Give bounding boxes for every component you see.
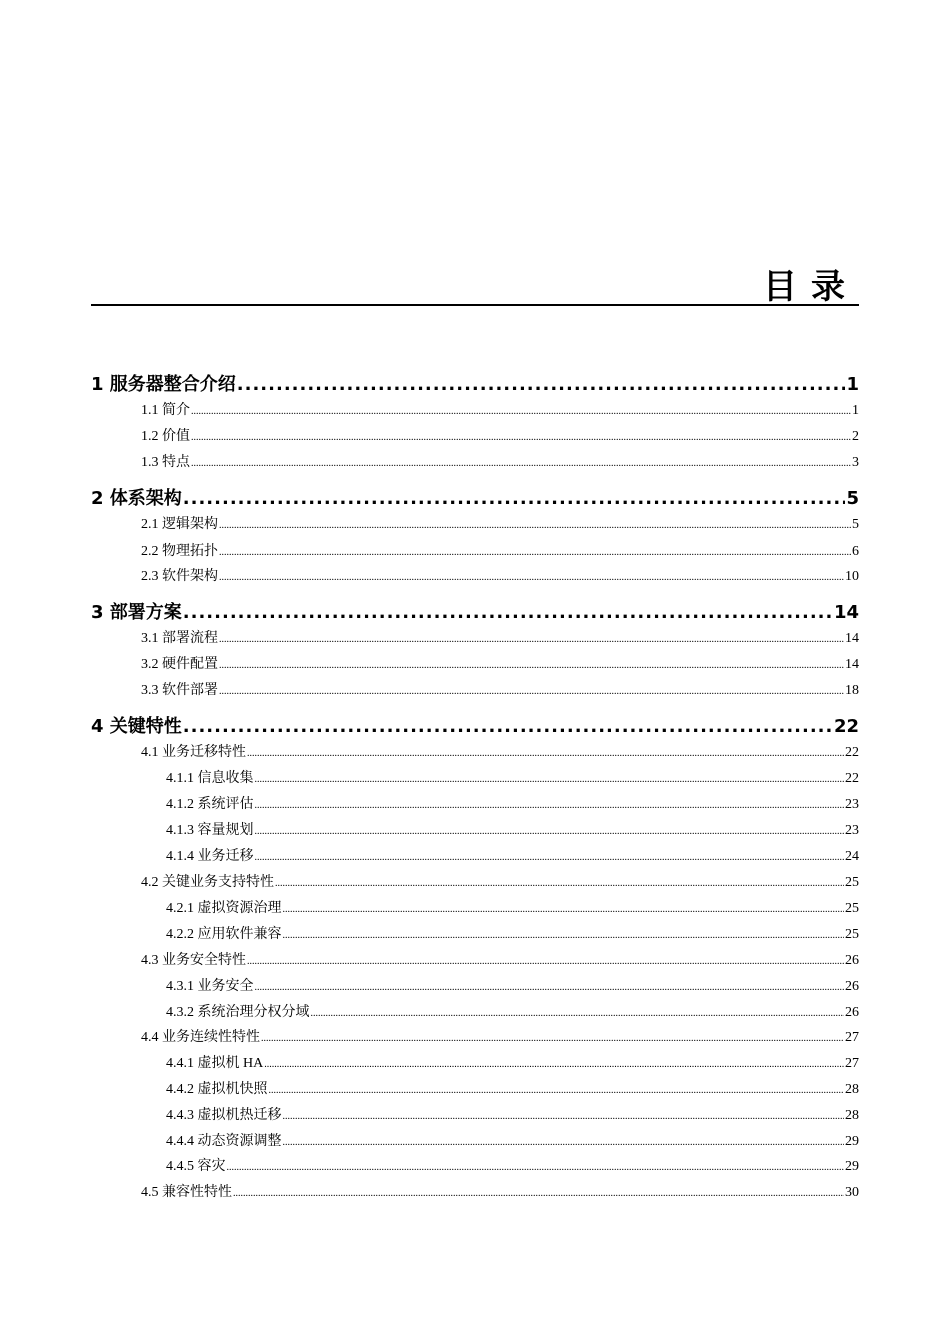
toc-page-number: 22	[845, 771, 859, 786]
toc-page-number: 6	[852, 544, 859, 559]
toc-dot-leader	[219, 543, 851, 562]
toc-page-number: 27	[845, 1056, 859, 1071]
toc-section-entry[interactable]	[141, 401, 859, 421]
toc-subsection-entry[interactable]	[166, 769, 859, 789]
toc-entry-label: 4.4.5 容灾	[166, 1159, 226, 1174]
toc-entry-label: 4.3 业务安全特性	[141, 953, 246, 968]
toc-page-number: 29	[845, 1159, 859, 1174]
toc-page-number: 24	[845, 849, 859, 864]
toc-entry-label: 4.2.2 应用软件兼容	[166, 927, 282, 942]
toc-section-entry[interactable]	[141, 629, 859, 649]
toc-chapter-entry[interactable]	[91, 372, 859, 398]
toc-dot-leader	[255, 848, 845, 867]
toc-page-number: 3	[852, 455, 859, 470]
toc-page-number: 23	[845, 797, 859, 812]
toc-entry-label: 3 部署方案	[91, 602, 182, 623]
toc-entry-label: 4.4.1 虚拟机 HA	[166, 1056, 264, 1071]
toc-dot-leader	[219, 630, 844, 649]
toc-section-entry[interactable]	[141, 1183, 859, 1203]
page-title: 目录	[763, 267, 859, 307]
toc-section-entry[interactable]	[141, 681, 859, 701]
toc-section-entry[interactable]	[141, 743, 859, 763]
toc-dot-leader	[219, 656, 844, 675]
toc-page-number: 26	[845, 953, 859, 968]
toc-dot-leader	[247, 952, 844, 971]
toc-entry-label: 4.2 关键业务支持特性	[141, 875, 274, 890]
toc-dot-leader	[247, 744, 844, 763]
toc-dot-leader	[219, 682, 844, 701]
toc-dot-leader	[219, 516, 851, 535]
toc-entry-label: 4.3.1 业务安全	[166, 979, 254, 994]
toc-page-number: 25	[845, 927, 859, 942]
toc-page-number: 1	[846, 374, 859, 395]
toc-dot-leader	[283, 900, 845, 919]
toc-page-number: 18	[845, 683, 859, 698]
toc-entry-label: 4.1.2 系统评估	[166, 797, 254, 812]
toc-page-number: 5	[846, 488, 859, 509]
toc-page-number: 28	[845, 1082, 859, 1097]
toc-dot-leader	[219, 568, 844, 587]
toc-entry-label: 4.4.2 虚拟机快照	[166, 1082, 268, 1097]
toc-entry-label: 4.3.2 系统治理分权分域	[166, 1005, 310, 1020]
toc-page-number: 14	[845, 657, 859, 672]
toc-page-number: 1	[852, 403, 859, 418]
toc-section-entry[interactable]	[141, 515, 859, 535]
toc-entry-label: 4 关键特性	[91, 716, 182, 737]
toc-entry-label: 4.5 兼容性特性	[141, 1185, 232, 1200]
toc-page-number: 22	[833, 716, 859, 737]
toc-dot-leader	[191, 428, 851, 447]
toc-subsection-entry[interactable]	[166, 821, 859, 841]
toc-page-number: 14	[833, 602, 859, 623]
toc-page-number: 30	[845, 1185, 859, 1200]
toc-page-number: 25	[845, 875, 859, 890]
toc-entry-label: 1.2 价值	[141, 429, 190, 444]
toc-chapter-entry[interactable]	[91, 714, 859, 740]
toc-page-number: 23	[845, 823, 859, 838]
toc-subsection-entry[interactable]	[166, 847, 859, 867]
toc-chapter-entry[interactable]	[91, 600, 859, 626]
toc-dot-leader	[283, 1133, 845, 1152]
toc-section-entry[interactable]	[141, 1028, 859, 1048]
toc-dot-leader	[227, 1158, 845, 1177]
toc-subsection-entry[interactable]	[166, 1054, 859, 1074]
toc-entry-label: 2 体系架构	[91, 488, 182, 509]
toc-entry-label: 1.3 特点	[141, 455, 190, 470]
toc-entry-label: 3.3 软件部署	[141, 683, 218, 698]
toc-entry-label: 4.4.3 虚拟机热迁移	[166, 1108, 282, 1123]
toc-entry-label: 3.1 部署流程	[141, 631, 218, 646]
toc-section-entry[interactable]	[141, 453, 859, 473]
toc-entry-label: 4.2.1 虚拟资源治理	[166, 901, 282, 916]
toc-dot-leader	[237, 372, 846, 398]
toc-dot-leader	[191, 454, 851, 473]
toc-dot-leader	[311, 1004, 845, 1023]
toc-page-number: 14	[845, 631, 859, 646]
toc-subsection-entry[interactable]	[166, 1003, 859, 1023]
toc-page-number: 10	[845, 569, 859, 584]
toc-subsection-entry[interactable]	[166, 795, 859, 815]
toc-page-number: 27	[845, 1030, 859, 1045]
toc-dot-leader	[255, 770, 845, 789]
toc-section-entry[interactable]	[141, 427, 859, 447]
toc-subsection-entry[interactable]	[166, 1106, 859, 1126]
toc-dot-leader	[283, 926, 845, 945]
toc-section-entry[interactable]	[141, 873, 859, 893]
toc-page-number: 26	[845, 979, 859, 994]
toc-page-number: 29	[845, 1134, 859, 1149]
toc-dot-leader	[264, 1055, 844, 1074]
toc-page-number: 5	[852, 517, 859, 532]
toc-entry-label: 3.2 硬件配置	[141, 657, 218, 672]
toc-section-entry[interactable]	[141, 567, 859, 587]
toc-chapter-entry[interactable]	[91, 486, 859, 512]
toc-dot-leader	[183, 486, 846, 512]
toc-dot-leader	[261, 1029, 844, 1048]
toc-page-number: 26	[845, 1005, 859, 1020]
toc-dot-leader	[255, 822, 845, 841]
toc-entry-label: 1.1 简介	[141, 403, 190, 418]
toc-dot-leader	[255, 978, 845, 997]
toc-subsection-entry[interactable]	[166, 899, 859, 919]
toc-dot-leader	[191, 402, 851, 421]
toc-page-number: 28	[845, 1108, 859, 1123]
toc-dot-leader	[269, 1081, 845, 1100]
toc-dot-leader	[183, 714, 833, 740]
toc-entry-label: 4.1.3 容量规划	[166, 823, 254, 838]
toc-dot-leader	[233, 1184, 844, 1203]
toc-subsection-entry[interactable]	[166, 1157, 859, 1177]
toc-entry-label: 4.1 业务迁移特性	[141, 745, 246, 760]
toc-page-number: 2	[852, 429, 859, 444]
toc-dot-leader	[183, 600, 833, 626]
toc-subsection-entry[interactable]	[166, 1080, 859, 1100]
toc-entry-label: 4.4.4 动态资源调整	[166, 1134, 282, 1149]
toc-page-number: 25	[845, 901, 859, 916]
toc-section-entry[interactable]	[141, 655, 859, 675]
toc-subsection-entry[interactable]	[166, 977, 859, 997]
toc-subsection-entry[interactable]	[166, 1132, 859, 1152]
toc-dot-leader	[275, 874, 844, 893]
toc-section-entry[interactable]	[141, 951, 859, 971]
toc-entry-label: 1 服务器整合介绍	[91, 374, 236, 395]
toc-entry-label: 4.1.4 业务迁移	[166, 849, 254, 864]
toc-section-entry[interactable]	[141, 542, 859, 562]
toc-entry-label: 4.4 业务连续性特性	[141, 1030, 260, 1045]
toc-dot-leader	[283, 1107, 845, 1126]
toc-dot-leader	[255, 796, 845, 815]
toc-subsection-entry[interactable]	[166, 925, 859, 945]
toc-entry-label: 4.1.1 信息收集	[166, 771, 254, 786]
toc-entry-label: 2.1 逻辑架构	[141, 517, 218, 532]
toc-entry-label: 2.3 软件架构	[141, 569, 218, 584]
toc-entry-label: 2.2 物理拓扑	[141, 544, 218, 559]
toc-page-number: 22	[845, 745, 859, 760]
